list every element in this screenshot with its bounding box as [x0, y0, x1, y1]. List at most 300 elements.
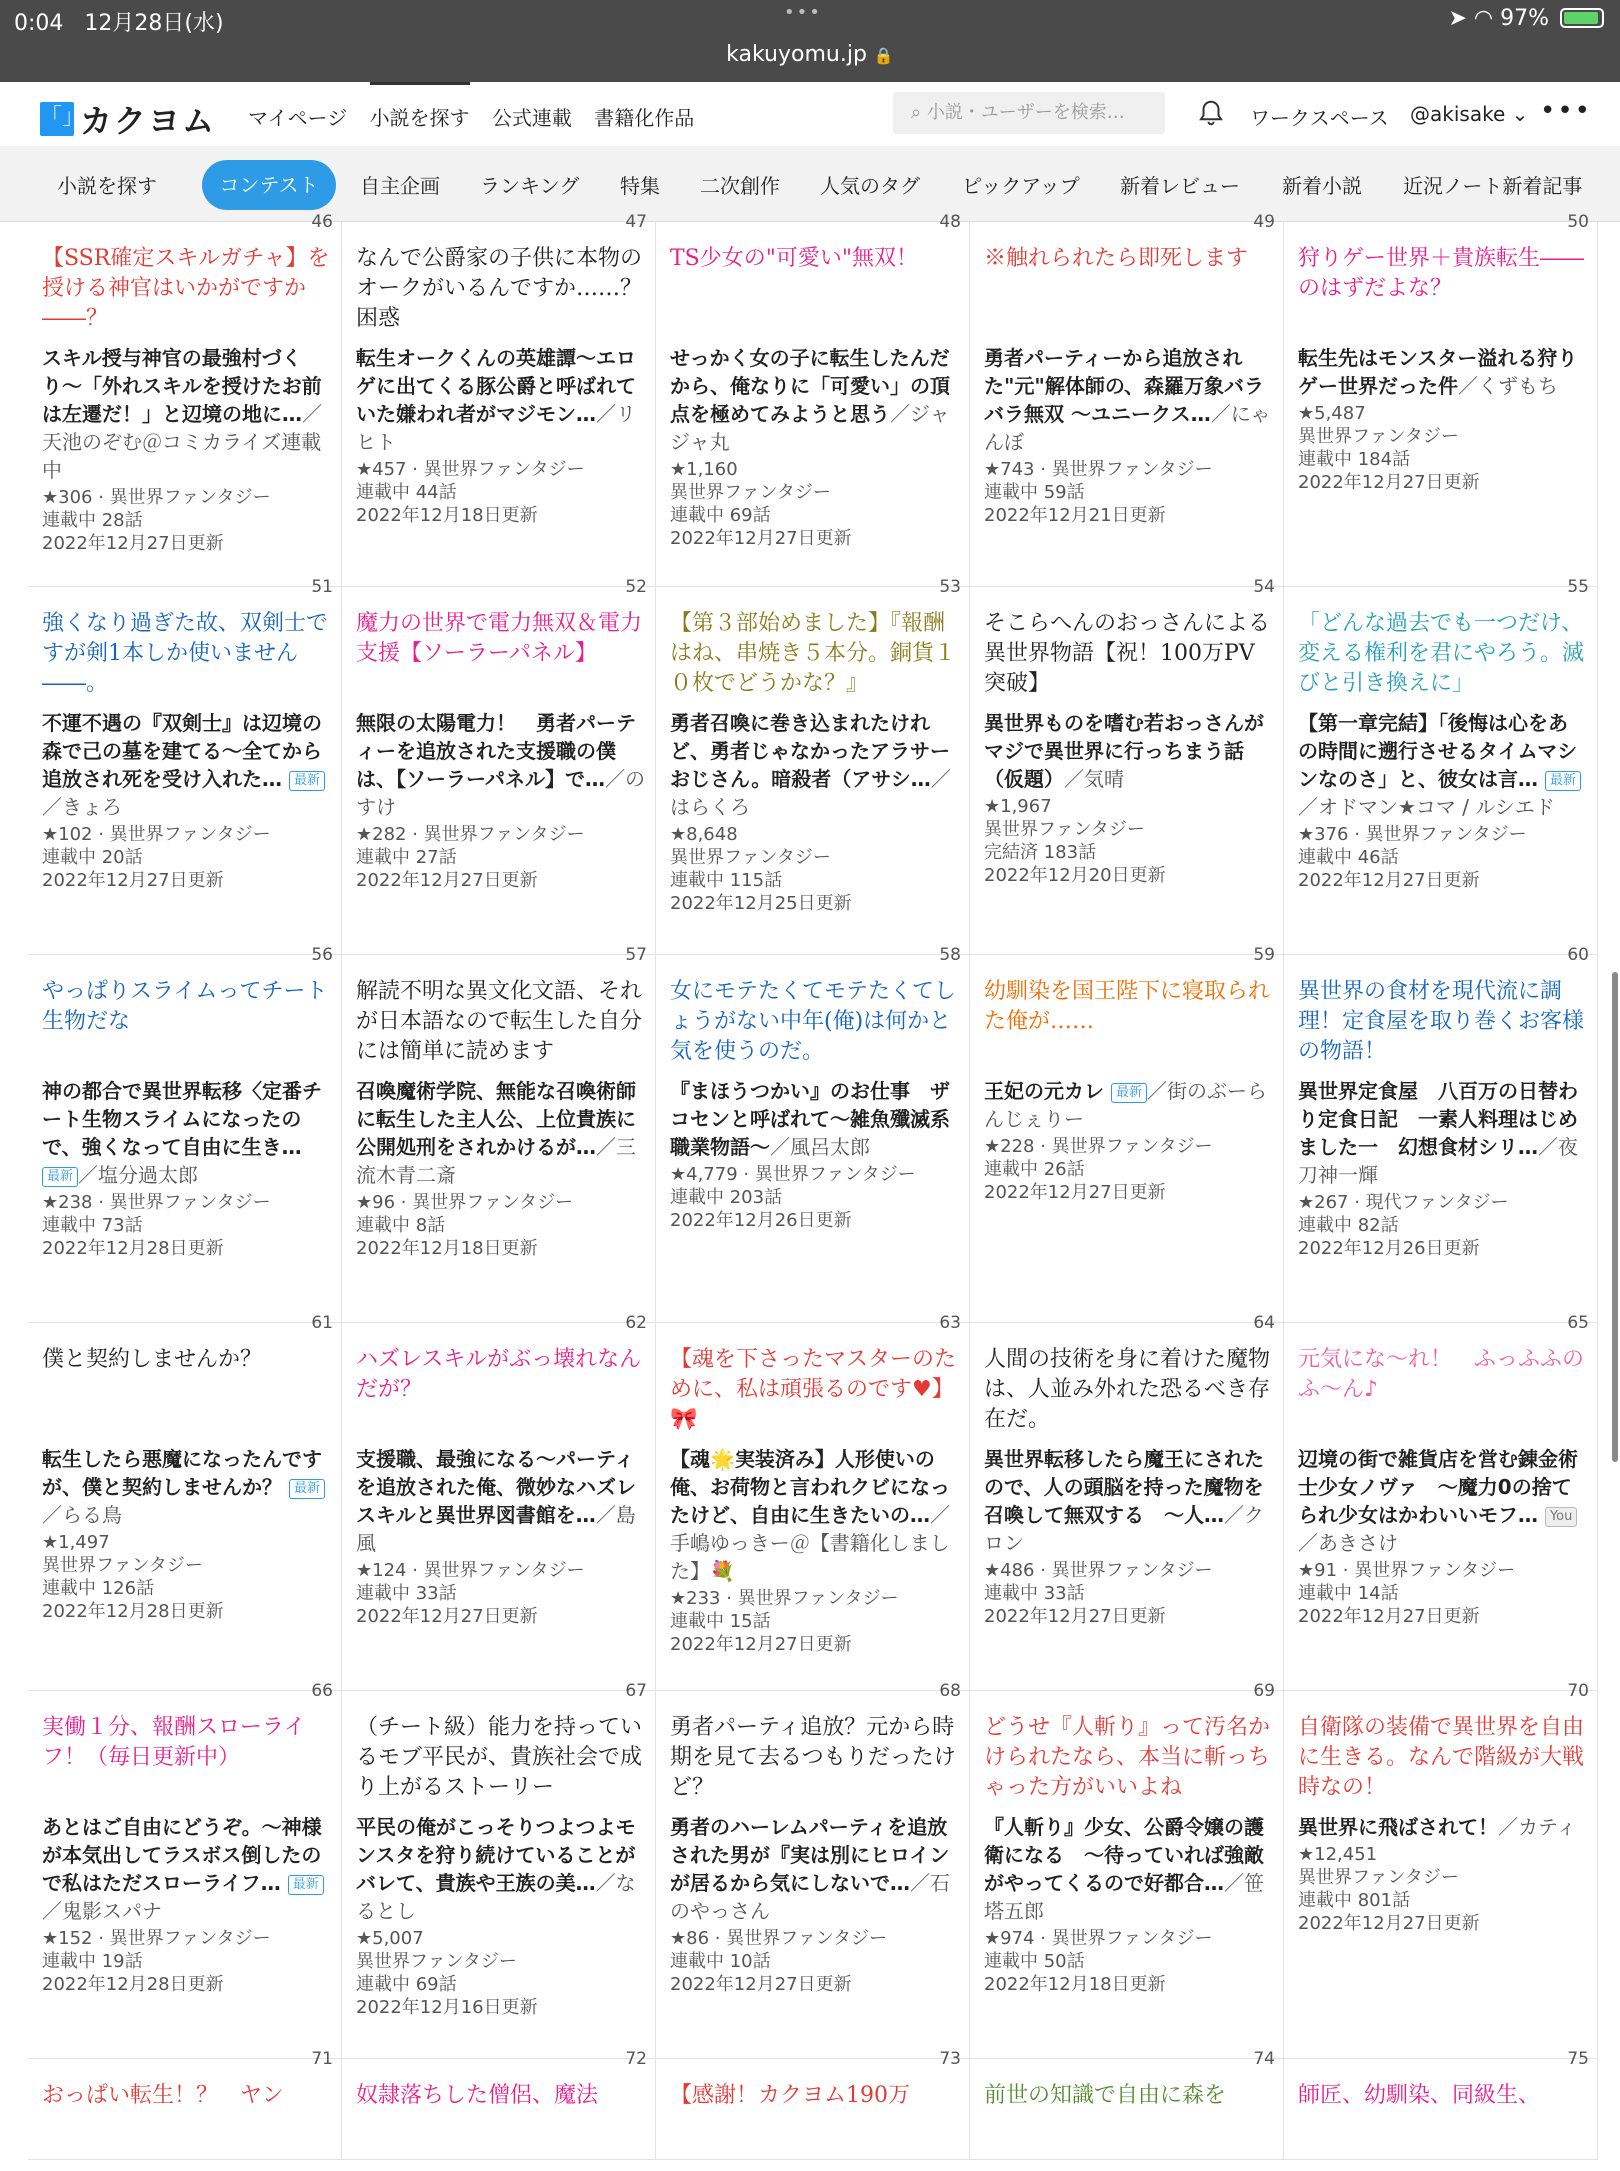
- rank-number: 63: [939, 1313, 961, 1333]
- location-icon: ➤: [1448, 6, 1467, 31]
- work-stats: [670, 1587, 959, 1656]
- work-title[interactable]: [670, 709, 959, 821]
- work-title[interactable]: [984, 1445, 1273, 1557]
- rank-number: 65: [1567, 1313, 1589, 1333]
- stat-line: 異世界ファンタジー: [984, 819, 1145, 840]
- subnav-new-reviews[interactable]: 新着レビュー: [1120, 174, 1240, 198]
- status-time: 0:04 12月28日(水): [14, 11, 224, 36]
- stat-line: 連載中 33話: [356, 1583, 457, 1604]
- author-name[interactable]: ／天池のぞむ＠コミカライズ連載中: [42, 402, 322, 482]
- author-name[interactable]: ／ジャジャ丸: [670, 402, 950, 454]
- url-text: kakuyomu.jp: [726, 42, 867, 67]
- author-name[interactable]: ／夜刀神一輝: [1298, 1135, 1578, 1187]
- work-card[interactable]: [1284, 1681, 1598, 2059]
- rank-number: 47: [625, 212, 647, 232]
- global-header: [0, 82, 1620, 146]
- rank-number: 68: [939, 1681, 961, 1701]
- stat-line: 連載中 14話: [1298, 1583, 1399, 1604]
- stat-line: 連載中 69話: [356, 1974, 457, 1995]
- author-name[interactable]: ／あきさけ: [1298, 1531, 1398, 1555]
- work-title[interactable]: [1298, 1077, 1587, 1189]
- stat-line: ★282 · 異世界ファンタジー: [356, 824, 585, 845]
- work-title-text: 異世界転移したら魔王にされたので、人の頭脳を持った魔物を召喚して無双する 〜人…: [984, 1447, 1264, 1527]
- work-card[interactable]: [28, 2049, 342, 2160]
- rank-number: 49: [1253, 212, 1275, 232]
- rank-number: 56: [311, 945, 333, 965]
- work-title[interactable]: [670, 1445, 959, 1585]
- stat-line: ★96 · 異世界ファンタジー: [356, 1192, 574, 1213]
- work-stats: [42, 1191, 331, 1260]
- stat-line: 連載中 203話: [670, 1187, 783, 1208]
- stat-line: 異世界ファンタジー: [1298, 426, 1459, 447]
- stat-line: ★102 · 異世界ファンタジー: [42, 824, 271, 845]
- work-title-text: 平民の俺がこっそりつよつよモンスタを狩り続けていることがバレて、貴族や王族の美…: [356, 1815, 636, 1895]
- rank-number: 75: [1567, 2049, 1589, 2069]
- work-stats: [1298, 1191, 1587, 1260]
- work-title-text: 勇者のハーレムパーティを追放された男が『実は別にヒロインが居るから気にしないで…: [670, 1815, 950, 1895]
- nav-mypage[interactable]: マイページ: [248, 106, 348, 130]
- work-stats: [984, 1135, 1273, 1204]
- work-title-text: せっかく女の子に転生したんだから、俺なりに「可愛い」の頂点を極めてみようと思う: [670, 346, 950, 426]
- scrollbar[interactable]: [1612, 972, 1618, 1462]
- sub-nav: [0, 146, 1620, 222]
- stat-line: 2022年12月28日更新: [42, 1974, 224, 1995]
- work-title[interactable]: [984, 1813, 1273, 1925]
- rank-number: 70: [1567, 1681, 1589, 1701]
- work-title-text: 無限の太陽電力！ 勇者パーティーを追放された支援職の僕は、【ソーラーパネル】で…: [356, 711, 636, 791]
- work-card[interactable]: [28, 945, 342, 1323]
- search-icon: ⌕: [911, 102, 927, 123]
- work-card[interactable]: [342, 577, 656, 955]
- bell-icon[interactable]: [1196, 98, 1226, 128]
- work-title[interactable]: [984, 344, 1273, 456]
- status-bar: [0, 0, 1620, 42]
- work-card[interactable]: [656, 945, 970, 1323]
- rank-number: 54: [1253, 577, 1275, 597]
- status-right: [1448, 6, 1604, 31]
- stat-line: 連載中 73話: [42, 1215, 143, 1236]
- work-stats: [42, 1927, 331, 1996]
- nav-official-serials[interactable]: 公式連載: [491, 106, 572, 130]
- catchphrase[interactable]: 勇者パーティ追放？元から時期を見て去るつもりだったけど？: [670, 1715, 956, 1800]
- stat-line: ★457 · 異世界ファンタジー: [356, 459, 585, 480]
- work-card[interactable]: [28, 1313, 342, 1691]
- catchphrase[interactable]: 狩りゲー世界＋貴族転生――のはずだよな？: [1298, 246, 1585, 301]
- stat-line: 異世界ファンタジー: [356, 1951, 517, 1972]
- stat-line: 2022年12月27日更新: [1298, 472, 1480, 493]
- work-card[interactable]: [342, 1681, 656, 2059]
- stat-line: 異世界ファンタジー: [1298, 1867, 1459, 1888]
- author-name[interactable]: ／風呂太郎: [770, 1135, 870, 1159]
- stat-line: 連載中 28話: [42, 510, 143, 531]
- work-stats: [356, 1191, 645, 1260]
- work-title-text: 勇者パーティーから追放された"元"解体師の、森羅万象バラバラ無双 〜ユニークス…: [984, 346, 1265, 426]
- catchphrase[interactable]: 実働１分、報酬スローライフ！（毎日更新中）: [42, 1715, 306, 1770]
- work-card[interactable]: [970, 1313, 1284, 1691]
- stat-line: 連載中 126話: [42, 1578, 155, 1599]
- work-title[interactable]: [356, 1813, 645, 1925]
- stat-line: 2022年12月27日更新: [670, 1634, 852, 1655]
- catchphrase[interactable]: 解読不明な異文化文語、それが日本語なので転生した自分には簡単に読めます: [356, 979, 643, 1064]
- stat-line: ★86 · 異世界ファンタジー: [670, 1928, 888, 1949]
- stat-line: 連載中 115話: [670, 870, 783, 891]
- site-logo[interactable]: [40, 96, 217, 140]
- work-title-text: 【魂🌟実装済み】人形使いの俺、お荷物と言われクビになったけど、自由に生きたいの…: [670, 1447, 950, 1527]
- author-name[interactable]: ／三流木青二斎: [356, 1135, 636, 1187]
- stat-line: 連載中 44話: [356, 482, 457, 503]
- work-stats: [42, 823, 331, 892]
- work-title-text: 【第一章完結】「後悔は心をあの時間に遡行させるタイムマシンなのさ」と、彼女は言…: [1298, 711, 1578, 791]
- catchphrase[interactable]: 異世界の食材を現代流に調理！定食屋を取り巻くお客様の物語！: [1298, 979, 1585, 1064]
- logo-mark-icon: 「」: [40, 102, 74, 136]
- work-card[interactable]: [1284, 577, 1598, 955]
- work-title-text: スキル授与神官の最強村づくり〜「外れスキルを授けたお前は左遷だ！」と辺境の地に…: [42, 346, 322, 426]
- stat-line: 2022年12月26日更新: [1298, 1238, 1480, 1259]
- work-title[interactable]: [42, 1445, 331, 1529]
- stat-line: 2022年12月27日更新: [1298, 1913, 1480, 1934]
- catchphrase[interactable]: 【感謝！カクヨム190万: [670, 2083, 910, 2108]
- work-card[interactable]: [28, 1681, 342, 2059]
- author-name[interactable]: ／気晴: [1064, 767, 1124, 791]
- lock-icon: 🔒: [873, 46, 894, 65]
- multitask-dots-icon[interactable]: •••: [784, 2, 822, 23]
- stat-line: ★5,007: [356, 1928, 424, 1949]
- catchphrase[interactable]: 僕と契約しませんか？: [42, 1347, 263, 1372]
- work-stats: [1298, 1559, 1587, 1628]
- rank-number: 69: [1253, 1681, 1275, 1701]
- stat-line: 2022年12月27日更新: [1298, 1606, 1480, 1627]
- work-title-text: あとはご自由にどうぞ。〜神様が本気出してラスボス倒したので私はただスローライフ…: [42, 1815, 322, 1895]
- work-title[interactable]: [1298, 1813, 1587, 1841]
- catchphrase[interactable]: 「どんな過去でも一つだけ、変える権利を君にやろう。滅びと引き換えに」: [1298, 611, 1585, 696]
- rank-number: 61: [311, 1313, 333, 1333]
- author-name[interactable]: ／クロン: [984, 1503, 1264, 1555]
- stat-line: ★152 · 異世界ファンタジー: [42, 1928, 271, 1949]
- work-card[interactable]: [1284, 1313, 1598, 1691]
- work-title[interactable]: [356, 1077, 645, 1189]
- rank-number: 58: [939, 945, 961, 965]
- catchphrase[interactable]: 【SSR確定スキルガチャ】を授ける神官はいかがですか――？: [42, 246, 330, 331]
- stat-line: 2022年12月27日更新: [356, 1606, 538, 1627]
- catchphrase[interactable]: 人間の技術を身に着けた魔物は、人並み外れた恐るべき存在だ。: [984, 1347, 1271, 1432]
- rank-number: 72: [625, 2049, 647, 2069]
- work-card[interactable]: [1284, 2049, 1598, 2160]
- work-title-text: 異世界定食屋 八百万の日替わり定食日記 一素人料理はじめました一 幻想食材シリ…: [1298, 1079, 1578, 1159]
- subnav-self-projects[interactable]: 自主企画: [360, 174, 440, 198]
- subnav-features[interactable]: 特集: [620, 174, 660, 198]
- stat-line: 連載中 20話: [42, 847, 143, 868]
- nav-published-works[interactable]: 書籍化作品: [594, 106, 695, 130]
- work-stats: [356, 823, 645, 892]
- subnav-ranking[interactable]: ランキング: [480, 174, 580, 198]
- more-icon[interactable]: •••: [1540, 96, 1593, 126]
- stat-line: 連載中 10話: [670, 1951, 771, 1972]
- work-title[interactable]: [1298, 344, 1587, 400]
- catchphrase[interactable]: どうせ『人斬り』って汚名かけられたなら、本当に斬っちゃった方がいいよね: [984, 1715, 1271, 1800]
- stat-line: ★974 · 異世界ファンタジー: [984, 1928, 1213, 1949]
- stat-line: 連載中 8話: [356, 1215, 446, 1236]
- author-name[interactable]: ／島風: [356, 1503, 636, 1555]
- work-card[interactable]: [970, 2049, 1284, 2160]
- catchphrase[interactable]: 強くなり過ぎた故、双剣士ですが剣1本しか使いません――。: [42, 611, 329, 696]
- rank-number: 74: [1253, 2049, 1275, 2069]
- subnav-popular-tags[interactable]: 人気のタグ: [820, 174, 920, 198]
- work-title[interactable]: [42, 1813, 331, 1925]
- work-title-text: 『まほうつかい』のお仕事 ザコセンと呼ばれて〜雑魚殲滅系職業物語〜: [670, 1079, 950, 1159]
- stat-line: 2022年12月26日更新: [670, 1210, 852, 1231]
- rank-number: 73: [939, 2049, 961, 2069]
- rank-number: 55: [1567, 577, 1589, 597]
- catchphrase[interactable]: 前世の知識で自由に森を: [984, 2083, 1227, 2108]
- rank-number: 71: [311, 2049, 333, 2069]
- rank-number: 48: [939, 212, 961, 232]
- work-stats: [984, 458, 1273, 527]
- stat-line: 連載中 184話: [1298, 449, 1411, 470]
- work-title[interactable]: [356, 1445, 645, 1557]
- stat-line: ★306 · 異世界ファンタジー: [42, 487, 271, 508]
- work-card[interactable]: [656, 1313, 970, 1691]
- catchphrase[interactable]: そこらへんのおっさんによる異世界物語【祝！100万PV突破】: [984, 611, 1271, 696]
- catchphrase[interactable]: 奴隷落ちした僧侶、魔法: [356, 2083, 599, 2108]
- catchphrase[interactable]: 女にモテたくてモテたくてしょうがない中年(俺)は何かと気を使うのだ。: [670, 979, 957, 1064]
- catchphrase[interactable]: 幼馴染を国王陛下に寝取られた俺が……: [984, 979, 1271, 1034]
- work-title[interactable]: [42, 709, 331, 821]
- stat-line: 2022年12月25日更新: [670, 893, 852, 914]
- new-badge: 最新: [289, 1479, 325, 1499]
- stat-line: 2022年12月16日更新: [356, 1997, 538, 2018]
- author-name[interactable]: ／らる鳥: [42, 1503, 122, 1527]
- global-nav: [248, 102, 710, 131]
- work-stats: [670, 1927, 959, 1996]
- work-title-text: 支援職、最強になる〜パーティを追放された俺、微妙なハズレスキルと異世界図書館を…: [356, 1447, 636, 1527]
- catchphrase[interactable]: 師匠、幼馴染、同級生、: [1298, 2083, 1541, 2108]
- author-name[interactable]: ／はらくろ: [670, 767, 951, 819]
- stat-line: 連載中 50話: [984, 1951, 1085, 1972]
- stat-line: 2022年12月27日更新: [984, 1606, 1166, 1627]
- work-stats: [1298, 823, 1587, 892]
- work-title-text: 転生オークくんの英雄譚〜エロゲに出てくる豚公爵と呼ばれていた嫌われ者がマジモン…: [356, 346, 636, 426]
- work-card[interactable]: [970, 577, 1284, 955]
- stat-line: 異世界ファンタジー: [670, 847, 831, 868]
- work-title[interactable]: [670, 1077, 959, 1161]
- stat-line: 連載中 82話: [1298, 1215, 1399, 1236]
- author-name[interactable]: ／手嶋ゆっきー＠【書籍化しました】💐: [670, 1503, 950, 1583]
- subnav-fan-fiction[interactable]: 二次創作: [700, 174, 780, 198]
- catchphrase[interactable]: 自衛隊の装備で異世界を自由に生きる。なんで階級が大戦時なの！: [1298, 1715, 1585, 1800]
- search-input[interactable]: [893, 92, 1165, 134]
- url-bar[interactable]: [0, 42, 1620, 82]
- stat-line: 連載中 69話: [670, 505, 771, 526]
- stat-line: ★91 · 異世界ファンタジー: [1298, 1560, 1516, 1581]
- work-card[interactable]: [342, 1313, 656, 1691]
- work-stats: [670, 458, 959, 550]
- work-title-text: 異世界に飛ばされて！: [1298, 1815, 1498, 1839]
- catchphrase[interactable]: ※触れられたら即死します: [984, 246, 1249, 271]
- work-card[interactable]: [342, 945, 656, 1323]
- user-menu[interactable]: [1410, 102, 1528, 126]
- stat-line: 連載中 46話: [1298, 847, 1399, 868]
- author-name[interactable]: ／鬼影スパナ: [42, 1899, 162, 1923]
- work-card[interactable]: [656, 577, 970, 955]
- subnav-search-novels[interactable]: 小説を探す: [57, 174, 157, 198]
- work-title[interactable]: [984, 1077, 1273, 1133]
- work-title-text: 『人斬り』少女、公爵令嬢の護衛になる 〜待っていれば強敵がやってくるので好都合…: [984, 1815, 1264, 1895]
- author-name[interactable]: ／きょろ: [42, 795, 122, 819]
- you-badge: You: [1545, 1507, 1577, 1527]
- catchphrase[interactable]: なんで公爵家の子供に本物のオークがいるんですか……？困惑: [356, 246, 643, 331]
- author-name[interactable]: ／オドマン★コマ / ルシエド: [1298, 795, 1555, 819]
- work-title[interactable]: [356, 709, 645, 821]
- new-badge: 最新: [289, 771, 325, 791]
- author-name[interactable]: ／カティ: [1498, 1815, 1577, 1839]
- rank-number: 62: [625, 1313, 647, 1333]
- logo-text: カクヨム: [80, 102, 217, 140]
- work-title[interactable]: [670, 1813, 959, 1925]
- new-badge: 最新: [1545, 771, 1581, 791]
- rank-number: 46: [311, 212, 333, 232]
- stat-line: 2022年12月18日更新: [356, 505, 538, 526]
- work-title[interactable]: [42, 1077, 331, 1189]
- work-card[interactable]: [1284, 945, 1598, 1323]
- work-card[interactable]: [342, 2049, 656, 2160]
- author-name[interactable]: ／石のやっさん: [670, 1871, 950, 1923]
- stat-line: ★233 · 異世界ファンタジー: [670, 1588, 899, 1609]
- work-title-text: 不運不遇の『双剣士』は辺境の森で己の墓を建てる〜全てから追放され死を受け入れた…: [42, 711, 322, 791]
- author-name[interactable]: ／くずもち: [1458, 374, 1558, 398]
- rank-number: 64: [1253, 1313, 1275, 1333]
- user-name: @akisake: [1410, 102, 1506, 126]
- stat-line: ★486 · 異世界ファンタジー: [984, 1560, 1213, 1581]
- rank-number: 60: [1567, 945, 1589, 965]
- stat-line: ★1,967: [984, 796, 1052, 817]
- stat-line: ★743 · 異世界ファンタジー: [984, 459, 1213, 480]
- catchphrase[interactable]: おっぱい転生！？ ヤン: [42, 2083, 284, 2108]
- catchphrase[interactable]: TS少女の"可愛い"無双！: [670, 246, 918, 271]
- work-card[interactable]: [342, 212, 656, 587]
- stat-line: 連載中 15話: [670, 1611, 771, 1632]
- catchphrase[interactable]: 元気にな〜れ！ ふっふふのふ〜ん♪: [1298, 1347, 1585, 1402]
- stat-line: 2022年12月27日更新: [670, 1974, 852, 1995]
- work-card[interactable]: [28, 577, 342, 955]
- rank-number: 67: [625, 1681, 647, 1701]
- catchphrase[interactable]: ハズレスキルがぶっ壊れなんだが？: [356, 1347, 642, 1402]
- work-stats: [356, 1559, 645, 1628]
- subnav-pickup[interactable]: ピックアップ: [962, 174, 1080, 198]
- stat-line: 2022年12月27日更新: [984, 1182, 1166, 1203]
- stat-line: 連載中 33話: [984, 1583, 1085, 1604]
- rank-number: 57: [625, 945, 647, 965]
- subnav-new-novels[interactable]: 新着小説: [1282, 174, 1362, 198]
- wifi-icon: ◠: [1473, 6, 1494, 31]
- work-stats: [670, 1163, 959, 1232]
- work-stats: [1298, 402, 1587, 494]
- work-card[interactable]: [970, 212, 1284, 587]
- work-card[interactable]: [1284, 212, 1598, 587]
- work-title-text: 異世界ものを嗜む若おっさんがマジで異世界に行っちまう話（仮題）: [984, 711, 1264, 791]
- stat-line: ★228 · 異世界ファンタジー: [984, 1136, 1213, 1157]
- work-card[interactable]: [28, 212, 342, 587]
- rank-number: 66: [311, 1681, 333, 1701]
- work-title[interactable]: [356, 344, 645, 456]
- work-stats: [42, 1531, 331, 1623]
- work-title[interactable]: [670, 344, 959, 456]
- stat-line: 異世界ファンタジー: [670, 482, 831, 503]
- catchphrase[interactable]: やっぱりスライムってチート生物だな: [42, 979, 328, 1034]
- stat-line: 連載中 27話: [356, 847, 457, 868]
- stat-line: 異世界ファンタジー: [42, 1555, 203, 1576]
- rank-number: 51: [311, 577, 333, 597]
- subnav-contest[interactable]: コンテスト: [202, 160, 336, 210]
- stat-line: 連載中 801話: [1298, 1890, 1411, 1911]
- work-stats: [356, 458, 645, 527]
- stat-line: ★267 · 現代ファンタジー: [1298, 1192, 1509, 1213]
- work-title[interactable]: [42, 344, 331, 484]
- author-name[interactable]: ／笹塔五郎: [984, 1871, 1264, 1923]
- work-title-text: 神の都合で異世界転移〈定番チート生物スライムになったので、強くなって自由に生き…: [42, 1079, 322, 1159]
- stat-line: ★376 · 異世界ファンタジー: [1298, 824, 1527, 845]
- work-card[interactable]: [656, 2049, 970, 2160]
- search-placeholder: 小説・ユーザーを検索…: [926, 102, 1125, 123]
- author-name[interactable]: ／なるとし: [356, 1871, 636, 1923]
- work-title-text: 王妃の元カレ: [984, 1079, 1104, 1103]
- work-stats: [356, 1927, 645, 2019]
- catchphrase[interactable]: （チート級）能力を持っているモブ平民が、貴族社会で成り上がるストーリー: [356, 1715, 643, 1800]
- author-name[interactable]: ／にゃんぼ: [984, 402, 1271, 454]
- work-stats: [984, 1559, 1273, 1628]
- stat-line: ★8,648: [670, 824, 738, 845]
- stat-line: ★4,779 · 異世界ファンタジー: [670, 1164, 916, 1185]
- nav-search-novels[interactable]: 小説を探す: [370, 102, 470, 131]
- workspace-link[interactable]: ワークスペース: [1250, 106, 1389, 130]
- stat-line: 2022年12月27日更新: [42, 533, 224, 554]
- catchphrase[interactable]: 【魂を下さったマスターのために、私は頑張るのです♥】🎀: [670, 1347, 957, 1432]
- work-title[interactable]: [1298, 709, 1587, 821]
- catchphrase[interactable]: 魔力の世界で電力無双＆電力支援【ソーラーパネル】: [356, 611, 643, 666]
- new-badge: 最新: [288, 1875, 324, 1895]
- work-title-text: 辺境の街で雑貨店を営む錬金術士少女ノヴァ 〜魔力0の捨てられ少女はかわいいモフ…: [1298, 1447, 1578, 1527]
- work-card[interactable]: [656, 212, 970, 587]
- stat-line: 2022年12月28日更新: [42, 1238, 224, 1259]
- new-badge: 最新: [42, 1167, 78, 1187]
- work-card[interactable]: [656, 1681, 970, 2059]
- author-name[interactable]: ／リヒト: [356, 402, 636, 454]
- stat-line: 2022年12月27日更新: [356, 870, 538, 891]
- rank-number: 53: [939, 577, 961, 597]
- stat-line: 2022年12月27日更新: [670, 528, 852, 549]
- rank-number: 52: [625, 577, 647, 597]
- subnav-new-notes[interactable]: 近況ノート新着記事: [1403, 174, 1583, 198]
- work-title-text: 転生先はモンスター溢れる狩りゲー世界だった件: [1298, 346, 1578, 398]
- author-name[interactable]: ／街のぶーらんじぇりー: [984, 1079, 1267, 1131]
- author-name[interactable]: ／のすけ: [356, 767, 645, 819]
- stat-line: ★1,160: [670, 459, 738, 480]
- stat-line: ★1,497: [42, 1532, 110, 1553]
- catchphrase[interactable]: 【第３部始めました】『報酬はね、串焼き５本分。銅貨１０枚でどうかな？』: [670, 611, 957, 696]
- stat-line: 連載中 59話: [984, 482, 1085, 503]
- work-title[interactable]: [984, 709, 1273, 793]
- work-card[interactable]: [970, 1681, 1284, 2059]
- works-grid: [28, 212, 1589, 2160]
- work-stats: [984, 1927, 1273, 1996]
- author-name[interactable]: ／塩分過太郎: [78, 1163, 199, 1187]
- work-title[interactable]: [1298, 1445, 1587, 1557]
- work-stats: [670, 823, 959, 915]
- rank-number: 50: [1567, 212, 1589, 232]
- work-title-text: 転生したら悪魔になったんですが、僕と契約しませんか？: [42, 1447, 322, 1499]
- stat-line: 2022年12月20日更新: [984, 865, 1166, 886]
- work-card[interactable]: [970, 945, 1284, 1323]
- battery-percent: 97%: [1500, 6, 1549, 31]
